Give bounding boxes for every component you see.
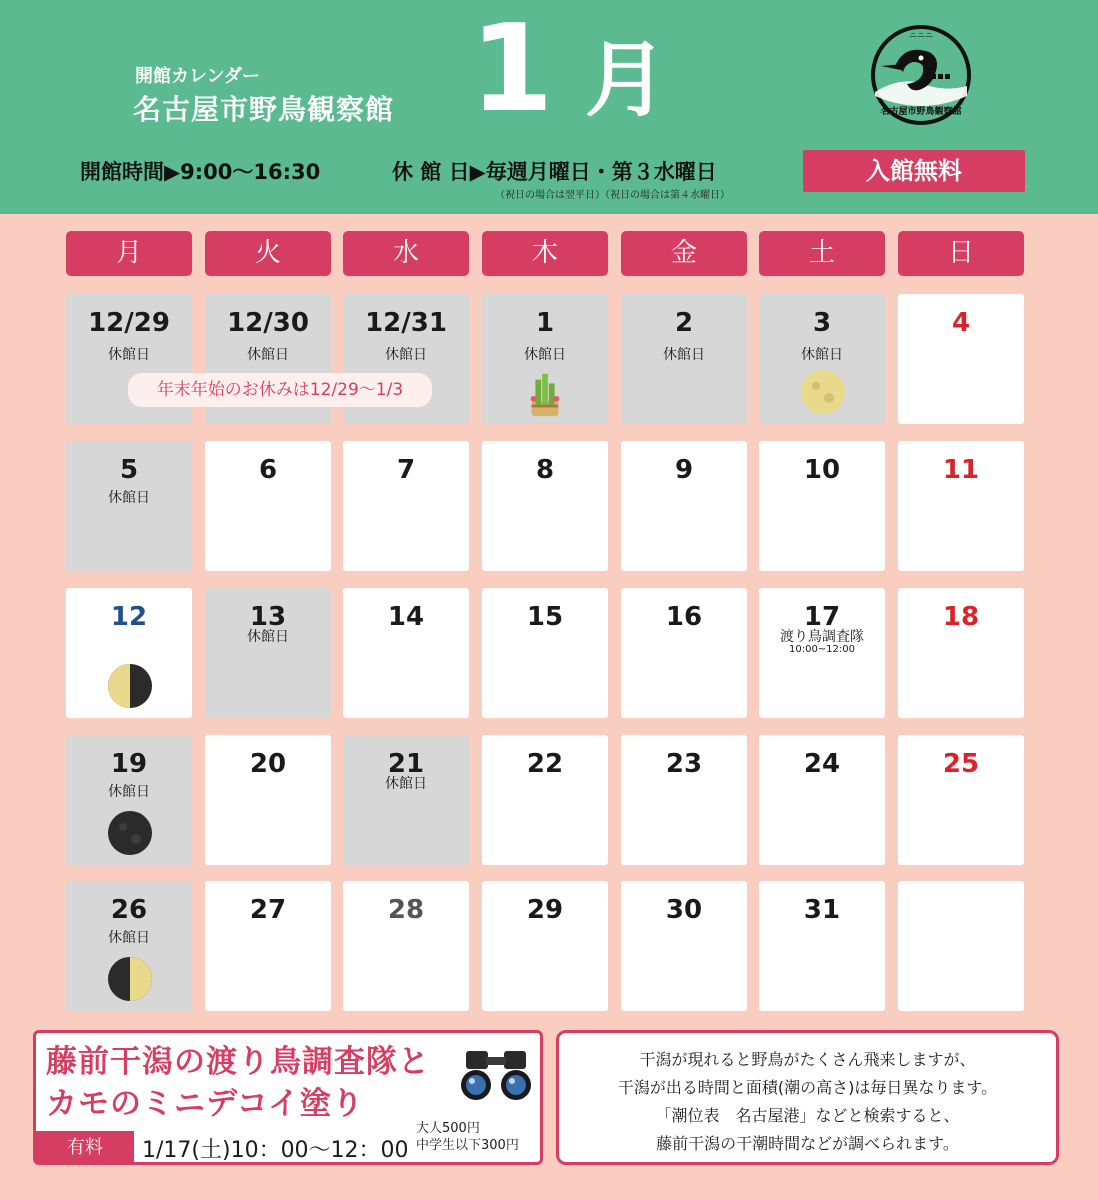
- calendar-day-cell: [66, 441, 192, 571]
- admission-badge: 入館無料: [803, 150, 1025, 192]
- day-number: 18: [942, 602, 980, 632]
- day-number: 10: [803, 455, 841, 485]
- calendar-day-cell: [343, 735, 469, 865]
- day-number: 24: [803, 749, 841, 779]
- calendar-day-cell: [898, 441, 1024, 571]
- paid-tag: 有料: [36, 1131, 134, 1164]
- kadomatsu-icon: [522, 370, 568, 420]
- day-number: 8: [535, 455, 555, 485]
- closed-days-note: （祝日の場合は翌平日）（祝日の場合は第４水曜日）: [495, 190, 730, 201]
- day-number: 15: [526, 602, 564, 632]
- day-number: 12/30: [227, 308, 309, 338]
- day-number: 22: [526, 749, 564, 779]
- closed-label: 休館日: [108, 490, 150, 506]
- closed-label: 休館日: [663, 347, 705, 363]
- closed-label: 休館日: [385, 776, 427, 792]
- last-quarter-moon-icon: [106, 955, 154, 1003]
- calendar-day-cell: [66, 735, 192, 865]
- calendar-day-cell: [66, 588, 192, 718]
- day-number: 25: [942, 749, 980, 779]
- day-number: 11: [942, 455, 980, 485]
- closed-label: 休館日: [108, 347, 150, 363]
- info-line-4: 藤前干潟の干潮時間などが調べられます。: [656, 1134, 959, 1153]
- month-number: 1: [470, 0, 554, 139]
- weekday-header: 水: [343, 231, 469, 276]
- day-number: 2: [674, 308, 694, 338]
- day-number: 1: [535, 308, 555, 338]
- event-price: [416, 1120, 519, 1154]
- day-number: 20: [249, 749, 287, 779]
- month-label: 月: [585, 33, 668, 128]
- weekday-header: 月: [66, 231, 192, 276]
- day-number: 28: [387, 895, 425, 925]
- day-number: 31: [803, 895, 841, 925]
- calendar-day-cell: [343, 881, 469, 1011]
- info-line-3: 「潮位表 名古屋港」などと検索すると、: [655, 1106, 960, 1125]
- calendar-day-cell: [205, 441, 331, 571]
- closed-label: 休館日: [108, 930, 150, 946]
- calendar-day-cell: [205, 588, 331, 718]
- calendar-day-cell: [482, 881, 608, 1011]
- museum-name: 名古屋市野鳥観察館: [133, 93, 395, 126]
- svg-text:ニニニ: ニニニ: [909, 31, 933, 40]
- calendar-day-cell: [482, 735, 608, 865]
- day-number: 12: [110, 602, 148, 632]
- binoculars-icon: [456, 1045, 536, 1103]
- logo-text: 名古屋市野鳥観察館: [880, 107, 962, 117]
- calendar-day-cell: [66, 881, 192, 1011]
- event-time: 10:00~12:00: [788, 644, 855, 655]
- day-number: 23: [665, 749, 703, 779]
- calendar-day-cell: [898, 588, 1024, 718]
- day-number: 7: [396, 455, 416, 485]
- day-number: 6: [258, 455, 278, 485]
- day-number: 12/31: [365, 308, 447, 338]
- first-quarter-moon-icon: [106, 662, 154, 710]
- day-number: 19: [110, 749, 148, 779]
- calendar-day-cell: [621, 588, 747, 718]
- event-title-line-2: カモのミニデコイ塗り: [46, 1086, 364, 1122]
- day-number: 5: [119, 455, 139, 485]
- full-moon-icon: [799, 368, 847, 416]
- day-number: 9: [674, 455, 694, 485]
- day-number: 14: [387, 602, 425, 632]
- calendar-day-cell: [898, 735, 1024, 865]
- day-number: 29: [526, 895, 564, 925]
- info-line-2: 干潟が出る時間と面積(潮の高さ)は毎日異なります。: [617, 1078, 998, 1097]
- day-number: 4: [951, 308, 971, 338]
- museum-logo-icon: [861, 24, 981, 126]
- calendar-day-cell: [205, 881, 331, 1011]
- header: [0, 0, 1098, 214]
- new-moon-icon: [106, 809, 154, 857]
- calendar-day-cell: [621, 881, 747, 1011]
- event-date-time: 1/17(土)10：00～12：00: [142, 1138, 409, 1163]
- day-number: 16: [665, 602, 703, 632]
- day-number: 13: [249, 602, 287, 632]
- closed-label: 休館日: [801, 347, 843, 363]
- tide-info-box: [556, 1030, 1059, 1165]
- price-child: 中学生以下300円: [416, 1138, 519, 1153]
- opening-hours: 開館時間▶9:00～16:30: [80, 160, 321, 184]
- closed-label: 休館日: [108, 784, 150, 800]
- closed-label: 休館日: [385, 347, 427, 363]
- calendar-day-cell: [482, 588, 608, 718]
- weekday-header: 火: [205, 231, 331, 276]
- weekday-header: 木: [482, 231, 608, 276]
- calendar-day-cell: [759, 588, 885, 718]
- day-number: 17: [803, 602, 841, 632]
- calendar-day-cell: [759, 441, 885, 571]
- calendar-day-cell: [482, 294, 608, 424]
- calendar-day-cell: [759, 735, 885, 865]
- info-line-1: 干潟が現れると野鳥がたくさん飛来しますが、: [639, 1050, 976, 1069]
- event-promo-box: [33, 1030, 543, 1165]
- day-number: 12/29: [88, 308, 170, 338]
- day-number: 21: [387, 749, 425, 779]
- event-title-line-1: 藤前干潟の渡り鳥調査隊と: [46, 1044, 430, 1080]
- calendar-day-cell: [343, 441, 469, 571]
- calendar-day-cell: [759, 881, 885, 1011]
- price-adult: 大人500円: [416, 1121, 480, 1136]
- closed-label: 休館日: [247, 629, 289, 645]
- weekday-header: 土: [759, 231, 885, 276]
- closed-label: 休館日: [524, 347, 566, 363]
- calendar-day-cell: [482, 441, 608, 571]
- new-year-holiday-banner: 年末年始のお休みは12/29～1/3: [128, 373, 432, 407]
- calendar-day-cell: [621, 441, 747, 571]
- closed-days: 休 館 日▶毎週月曜日・第３水曜日: [392, 160, 717, 184]
- calendar-day-cell: [898, 294, 1024, 424]
- calendar-day-cell: [898, 881, 1024, 1011]
- calendar-day-cell: [621, 735, 747, 865]
- closed-label: 休館日: [247, 347, 289, 363]
- calendar-day-cell: [759, 294, 885, 424]
- day-number: 30: [665, 895, 703, 925]
- event-title: [46, 1041, 430, 1125]
- calendar-day-cell: [205, 735, 331, 865]
- calendar-subtitle: 開館カレンダー: [135, 66, 260, 87]
- day-number: 26: [110, 895, 148, 925]
- day-number: 3: [812, 308, 832, 338]
- calendar-day-cell: [343, 588, 469, 718]
- weekday-header: 金: [621, 231, 747, 276]
- weekday-header: 日: [898, 231, 1024, 276]
- calendar-day-cell: [621, 294, 747, 424]
- day-number: 27: [249, 895, 287, 925]
- event-label: 渡り鳥調査隊: [780, 629, 864, 645]
